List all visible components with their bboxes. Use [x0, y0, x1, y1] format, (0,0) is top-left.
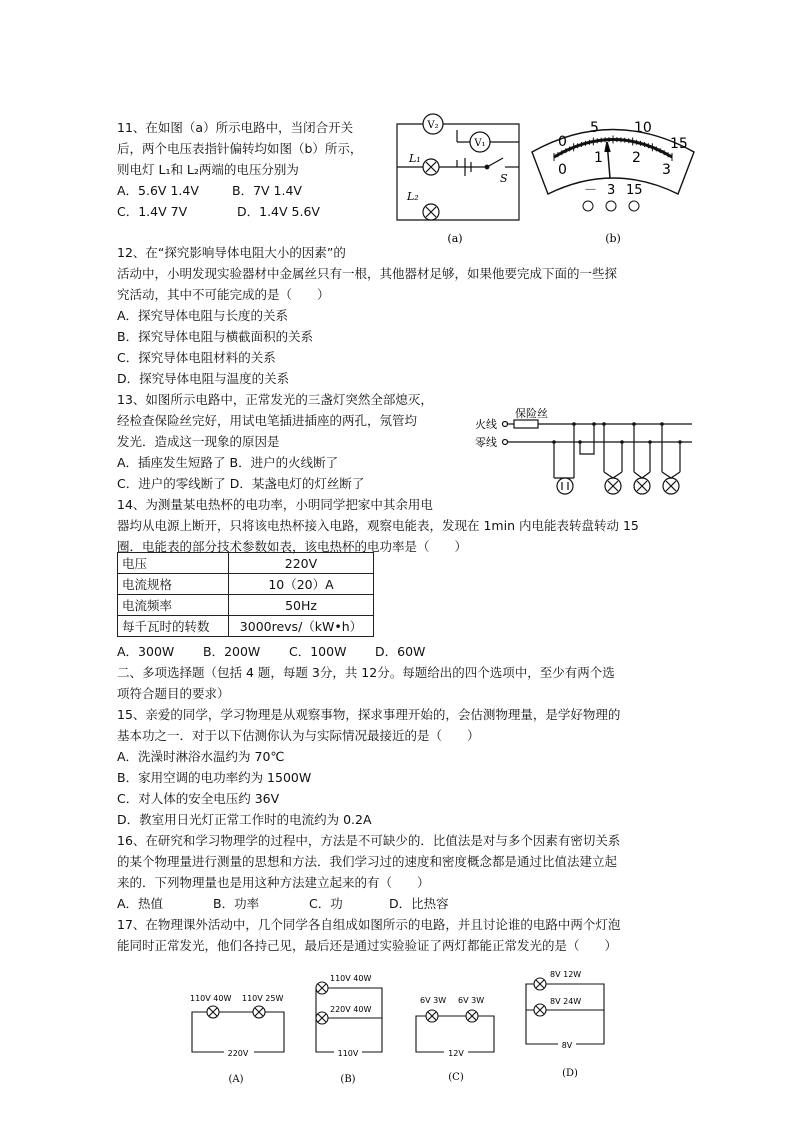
scale-top-0: 0	[558, 134, 567, 150]
q13-option-ab: A．插座发生短路了 B．进户的火线断了	[117, 455, 339, 470]
scale-bottom-2: 2	[632, 150, 641, 166]
q15-option-b: B．家用空调的电功率约为 1500W	[117, 770, 312, 785]
meter-spec-table	[117, 552, 374, 637]
q17-line-2: 能同时正常发光，他们各持己见，最后还是通过实验验证了两灯都能正常发光的是（ ）	[117, 938, 618, 953]
q12-option-c: C．探究导体电阻材料的关系	[117, 350, 276, 365]
socket-icon	[557, 478, 573, 494]
supply-voltage: 12V	[448, 1049, 464, 1058]
q15-line-2: 基本功之一．对于以下估测你认为与实际情况最接近的是（ ）	[117, 728, 480, 743]
q16-line-1: 16、在研究和学习物理学的过程中，方法是不可缺少的．比值法是对与多个因素有密切关系	[117, 833, 621, 848]
q12-option-a: A．探究导体电阻与长度的关系	[117, 308, 289, 323]
switch-label: S	[500, 172, 508, 185]
q14-option-a: A．300W	[117, 644, 175, 659]
scale-bottom-3: 3	[662, 162, 671, 178]
terminal-15	[629, 201, 639, 211]
q17-circuit-d	[520, 968, 610, 1086]
lamp2-rating: 8V 24W	[550, 997, 582, 1006]
table-row	[118, 616, 374, 637]
v2-label: V₂	[427, 120, 439, 131]
table-cell: 3000revs/（kW•h）	[229, 616, 374, 637]
l2-label: L₂	[407, 190, 419, 203]
table-cell: 电压	[118, 553, 229, 574]
circuit-caption: (C)	[448, 1072, 464, 1083]
q14-line-3: 圈．电能表的部分技术参数如表，该电热杯的电功率是（ ）	[117, 539, 468, 554]
q11-line-1: 11、在如图（a）所示电路中，当闭合开关	[117, 120, 354, 135]
q17-circuit-b	[310, 970, 390, 1090]
circuit-caption: (D)	[562, 1068, 578, 1079]
q17-line-1: 17、在物理课外活动中，几个同学各自组成如图所示的电路，并且讨论谁的电路中两个灯泡	[117, 917, 621, 932]
supply-voltage: 220V	[227, 1049, 249, 1058]
q15-option-c: C．对人体的安全电压约 36V	[117, 791, 280, 806]
circuit-caption: (B)	[340, 1074, 356, 1085]
table-cell: 每千瓦时的转数	[118, 616, 229, 637]
terminal-15-label: 15	[626, 183, 643, 198]
q15-option-a: A．洗澡时淋浴水温约为 70℃	[117, 749, 285, 764]
q17-circuit-a	[186, 990, 296, 1090]
q14-option-b: B．200W	[203, 644, 261, 659]
terminal-neg-label: －	[584, 183, 598, 198]
q11-option-c: C．1.4V 7V	[117, 204, 188, 219]
l1-label: L₁	[409, 152, 421, 165]
q17-circuit-c	[410, 990, 500, 1090]
fig-a-caption: (a)	[447, 232, 463, 245]
q13-line-2: 经检查保险丝完好，用试电笔插进插座的两孔，氖管均	[117, 413, 418, 428]
q16-option-b: B．功率	[213, 896, 260, 911]
table-cell: 电流频率	[118, 595, 229, 616]
scale-top-15: 15	[670, 136, 688, 152]
supply-voltage: 110V	[337, 1049, 359, 1058]
q15-option-d: D．教室用日光灯正常工作时的电流约为 0.2A	[117, 812, 372, 827]
table-cell: 10（20）A	[229, 574, 374, 595]
q11-option-a: A．5.6V 1.4V	[117, 183, 199, 198]
lamp1-rating: 110V 40W	[190, 994, 232, 1003]
terminal-neg	[583, 201, 593, 211]
v1-label: V₁	[474, 138, 486, 149]
table-row	[118, 574, 374, 595]
q11-line-2: 后，两个电压表指针偏转均如图（b）所示，	[117, 141, 363, 156]
q11-option-b: B．7V 1.4V	[232, 183, 302, 198]
q12-option-b: B．探究导体电阻与横截面积的关系	[117, 329, 314, 344]
scale-top-10: 10	[634, 120, 652, 136]
neutral-wire-label: 零线	[475, 436, 497, 449]
lamp2-rating: 6V 3W	[458, 996, 485, 1005]
q12-line-2: 活动中，小明发现实验器材中金属丝只有一根，其他器材足够，如果他要完成下面的一些探	[117, 266, 618, 281]
q12-line-3: 究活动，其中不可能完成的是（ ）	[117, 287, 330, 302]
q14-option-d: D．60W	[375, 644, 426, 659]
q13-household-circuit	[470, 402, 700, 502]
table-row	[118, 553, 374, 574]
scale-top-5: 5	[590, 120, 599, 136]
q16-option-d: D．比热容	[389, 896, 449, 911]
lamp2-rating: 220V 40W	[330, 1005, 372, 1014]
q12-line-1: 12、在“探究影响导体电阻大小的因素”的	[117, 245, 346, 260]
q16-line-3: 来的．下列物理量也是用这种方法建立起来的有（ ）	[117, 875, 430, 890]
table-cell: 220V	[229, 553, 374, 574]
circuit-caption: (A)	[228, 1074, 244, 1085]
q13-option-cd: C．进户的零线断了 D．某盏电灯的灯丝断了	[117, 476, 365, 491]
scale-bottom-1: 1	[594, 150, 603, 166]
q14-line-1: 14、为测量某电热杯的电功率，小明同学把家中其余用电	[117, 497, 433, 512]
q16-option-a: A．热值	[117, 896, 164, 911]
q14-option-c: C．100W	[289, 644, 347, 659]
lamp1-rating: 6V 3W	[420, 996, 447, 1005]
q16-option-c: C．功	[309, 896, 343, 911]
table-row	[118, 595, 374, 616]
q14-line-2: 器均从电源上断开，只将该电热杯接入电路，观察电能表，发现在 1min 内电能表转盘转动 15	[117, 518, 639, 533]
q11-voltmeter-figure-b	[528, 112, 698, 247]
table-cell: 50Hz	[229, 595, 374, 616]
lamp1-rating: 8V 12W	[550, 970, 582, 979]
q11-option-d: D．1.4V 5.6V	[237, 204, 320, 219]
terminal-3	[606, 201, 616, 211]
q15-line-1: 15、亲爱的同学，学习物理是从观察事物，探求事理开始的，会估测物理量，是学好物理的	[117, 707, 621, 722]
section2-heading-line-1: 二、多项选择题（包括 4 题，每题 3分，共 12分。每题给出的四个选项中，至少有两个选	[117, 665, 615, 680]
q13-line-1: 13、如图所示电路中，正常发光的三盏灯突然全部熄灭，	[117, 392, 433, 407]
q16-line-2: 的某个物理量进行测量的思想和方法．我们学习过的速度和密度概念都是通过比值法建立起	[117, 854, 618, 869]
q12-option-d: D．探究导体电阻与温度的关系	[117, 371, 290, 386]
fuse-label: 保险丝	[515, 407, 548, 420]
table-cell: 电流规格	[118, 574, 229, 595]
q11-line-3: 则电灯 L₁和 L₂两端的电压分别为	[117, 162, 299, 177]
fig-b-caption: (b)	[605, 232, 621, 245]
supply-voltage: 8V	[561, 1041, 573, 1050]
scale-bottom-0: 0	[558, 162, 567, 178]
needle	[605, 142, 610, 178]
terminal-3-label: 3	[607, 183, 616, 198]
q13-line-3: 发光．造成这一现象的原因是	[117, 434, 280, 449]
section2-heading-line-2: 项符合题目的要求）	[117, 686, 230, 701]
q11-circuit-figure-a	[395, 112, 525, 247]
lamp1-rating: 110V 40W	[330, 974, 372, 983]
lamp2-rating: 110V 25W	[242, 994, 284, 1003]
live-wire-label: 火线	[475, 418, 497, 431]
